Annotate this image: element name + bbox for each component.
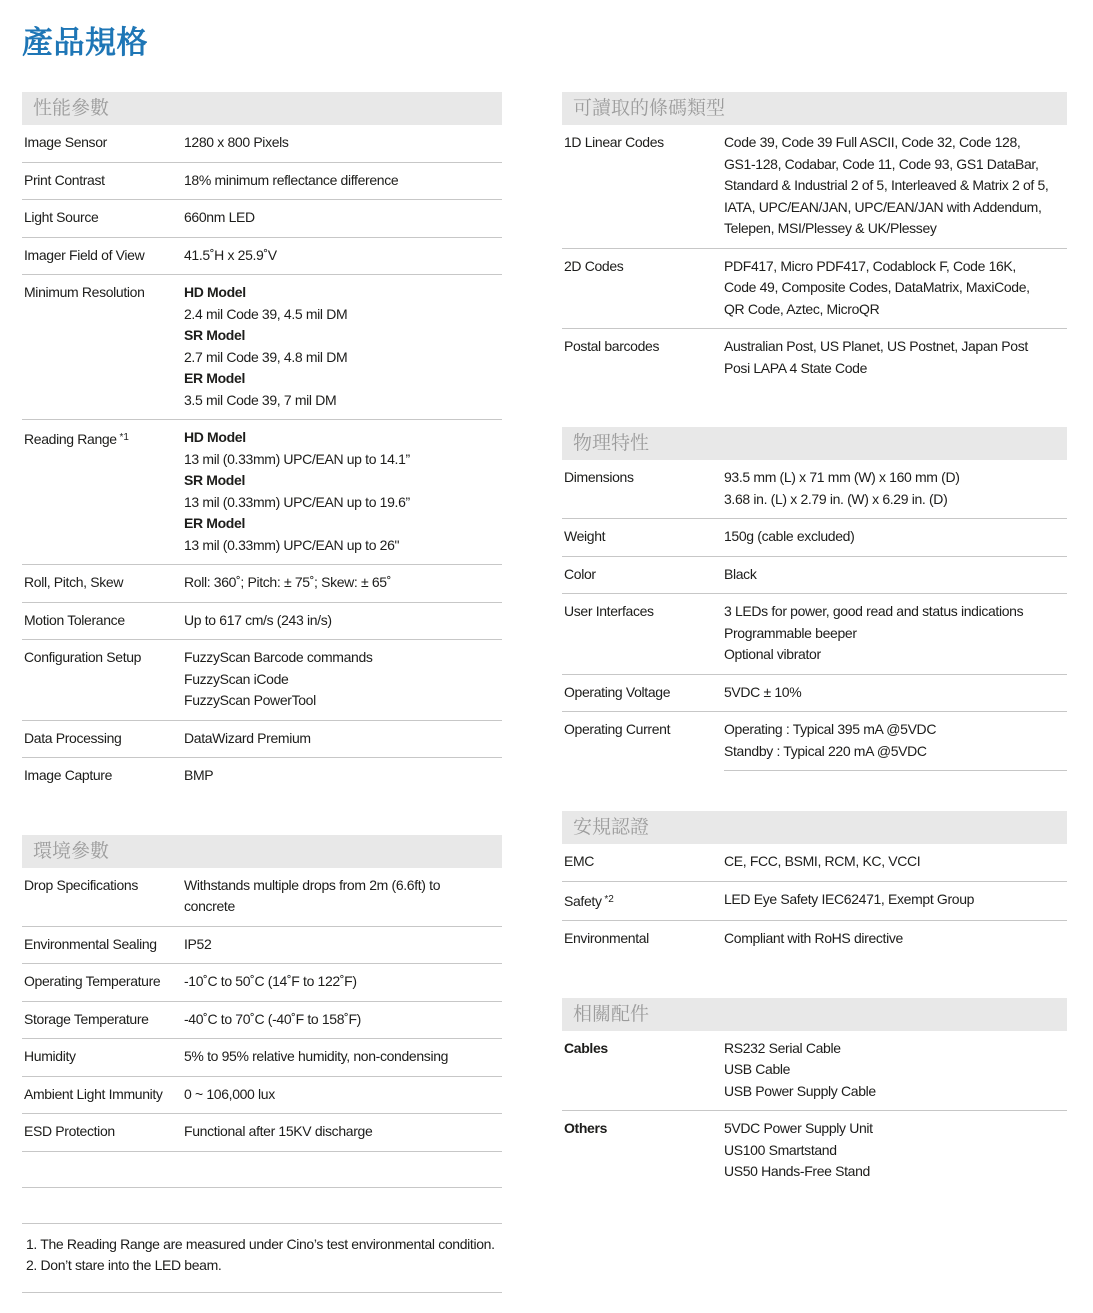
spec-value-line: Operating : Typical 395 mA @5VDC bbox=[724, 721, 937, 737]
spec-row-data-processing bbox=[22, 721, 502, 759]
columns-container bbox=[22, 92, 1067, 1293]
spec-row-light-source bbox=[22, 200, 502, 238]
spec-value-line: ER Model bbox=[184, 515, 245, 531]
spec-value-line: Black bbox=[724, 565, 757, 582]
section-header-environmental-parameters: 環境參數 bbox=[22, 835, 502, 868]
spec-label: Cables bbox=[564, 1039, 608, 1056]
spec-value-line: Telepen, MSI/Plessey & UK/Plessey bbox=[724, 220, 937, 236]
spec-value-line: 2.7 mil Code 39, 4.8 mil DM bbox=[184, 348, 348, 365]
spec-value-line: Code 39, Code 39 Full ASCII, Code 32, Code 128, bbox=[724, 134, 1021, 150]
section-physical-characteristics bbox=[562, 427, 1067, 771]
spec-value bbox=[724, 675, 1067, 712]
spec-label: Color bbox=[564, 565, 596, 582]
spec-row-operating-current bbox=[562, 712, 1067, 771]
spec-value-line: 150g (cable excluded) bbox=[724, 528, 855, 544]
spec-value bbox=[724, 125, 1067, 248]
spec-value-line: 3.5 mil Code 39, 7 mil DM bbox=[184, 391, 337, 408]
section-related-accessories bbox=[562, 998, 1067, 1191]
spec-label: Environmental bbox=[564, 930, 649, 946]
spec-label: Imager Field of View bbox=[24, 246, 145, 263]
spec-label: 1D Linear Codes bbox=[564, 134, 664, 150]
spec-value bbox=[184, 868, 502, 926]
spec-row-user-interfaces bbox=[562, 594, 1067, 675]
spec-row-others bbox=[562, 1111, 1067, 1191]
spec-label: Storage Temperature bbox=[24, 1010, 149, 1027]
spec-value-line: 5VDC Power Supply Unit bbox=[724, 1120, 873, 1136]
spec-value-line: HD Model bbox=[184, 284, 246, 300]
spec-label: Drop Specifications bbox=[24, 876, 138, 893]
left-column-sections bbox=[22, 92, 502, 1224]
spec-label: Light Source bbox=[24, 209, 99, 225]
spec-label: Postal barcodes bbox=[564, 338, 660, 354]
right-column-sections bbox=[562, 92, 1067, 1191]
left-column bbox=[22, 92, 502, 1293]
spec-value-line: Standard & Industrial 2 of 5, Interleaved & Matrix 2 of 5, bbox=[724, 177, 1049, 193]
spec-value-line: 13 mil (0.33mm) UPC/EAN up to 19.6” bbox=[184, 493, 410, 510]
spec-value bbox=[724, 1111, 1067, 1191]
spec-value bbox=[724, 460, 1067, 518]
page-title: 產品規格 bbox=[22, 25, 148, 60]
right-column bbox=[562, 92, 1067, 1191]
spec-value bbox=[724, 249, 1067, 329]
spec-label: EMC bbox=[564, 853, 595, 869]
spec-label: Roll, Pitch, Skew bbox=[24, 574, 124, 590]
spec-value-line: SR Model bbox=[184, 327, 245, 343]
spec-label: Ambient Light Immunity bbox=[24, 1085, 163, 1102]
spec-row-safety bbox=[562, 882, 1067, 922]
spec-value bbox=[724, 882, 1067, 921]
spec-value bbox=[184, 1002, 502, 1039]
spec-value bbox=[184, 200, 502, 237]
spec-value-line: -40˚C to 70˚C (-40˚F to 158˚F) bbox=[184, 1010, 361, 1027]
spec-row-humidity bbox=[22, 1039, 502, 1077]
spec-value bbox=[184, 1114, 502, 1151]
spec-value-line: USB Cable bbox=[724, 1061, 791, 1077]
spec-value-line: 3 LEDs for power, good read and status indications bbox=[724, 603, 1024, 619]
spec-label: Reading Range $^{*1}$ bbox=[24, 431, 129, 447]
spec-value bbox=[724, 557, 1067, 594]
spec-value-line: 3.68 in. (L) x 2.79 in. (W) x 6.29 in. (D) bbox=[724, 490, 948, 507]
spec-row-environmental bbox=[562, 921, 1067, 958]
section-header-readable-barcode-types: 可讀取的條碼類型 bbox=[562, 92, 1067, 125]
spec-value-line: Programmable beeper bbox=[724, 624, 857, 641]
spec-row-image-capture bbox=[22, 758, 502, 795]
spec-value-line: Standby : Typical 220 mA @5VDC bbox=[724, 742, 927, 759]
spec-value-line: GS1-128, Codabar, Code 11, Code 93, GS1 DataBar, bbox=[724, 155, 1039, 172]
spec-value-line: Roll: 360˚; Pitch: ± 75˚; Skew: ± 65˚ bbox=[184, 574, 392, 590]
spec-value-line: 5VDC ± 10% bbox=[724, 683, 802, 700]
section-performance-parameters bbox=[22, 92, 502, 795]
spec-row-color bbox=[562, 557, 1067, 595]
spec-label: User Interfaces bbox=[564, 603, 654, 619]
section-environmental-parameters bbox=[22, 835, 502, 1224]
empty-row bbox=[22, 1188, 502, 1224]
spec-value bbox=[184, 927, 502, 964]
spec-row-cables bbox=[562, 1031, 1067, 1112]
section-header-physical-characteristics: 物理特性 bbox=[562, 427, 1067, 460]
spec-label: Operating Voltage bbox=[564, 683, 671, 700]
spec-row-print-contrast bbox=[22, 163, 502, 201]
spec-label: Configuration Setup bbox=[24, 649, 142, 665]
spec-row-image-sensor bbox=[22, 125, 502, 163]
section-readable-barcode-types bbox=[562, 92, 1067, 387]
spec-value bbox=[724, 712, 1067, 771]
spec-label: Operating Current bbox=[564, 721, 671, 737]
spec-value bbox=[184, 758, 502, 795]
spec-label: Safety $^{*2}$ bbox=[564, 892, 614, 909]
spec-value bbox=[724, 329, 1067, 387]
spec-row-motion-tolerance bbox=[22, 603, 502, 641]
spec-row-1d-linear-codes bbox=[562, 125, 1067, 249]
spec-value-line: QR Code, Aztec, MicroQR bbox=[724, 300, 880, 317]
spec-value bbox=[724, 844, 1067, 881]
spec-value bbox=[184, 964, 502, 1001]
empty-row bbox=[22, 1152, 502, 1188]
spec-row-dimensions bbox=[562, 460, 1067, 519]
spec-value bbox=[184, 565, 502, 602]
spec-row-configuration-setup bbox=[22, 640, 502, 721]
footnote-line: 1. The Reading Range are measured under Cino’s test environmental condition. bbox=[26, 1235, 495, 1252]
spec-value bbox=[184, 721, 502, 758]
section-header-related-accessories: 相關配件 bbox=[562, 998, 1067, 1031]
spec-value bbox=[184, 1039, 502, 1076]
spec-value-line: CE, FCC, BSMI, RCM, KC, VCCI bbox=[724, 853, 921, 869]
spec-value-line: 41.5˚H x 25.9˚V bbox=[184, 246, 277, 263]
spec-value-line: IP52 bbox=[184, 935, 212, 952]
spec-label: Minimum Resolution bbox=[24, 284, 145, 300]
footnote-marker: *1 bbox=[116, 432, 129, 443]
spec-row-esd-protection bbox=[22, 1114, 502, 1152]
spec-row-minimum-resolution bbox=[22, 275, 502, 420]
spec-value-line: concrete bbox=[184, 898, 235, 914]
spec-value bbox=[184, 163, 502, 200]
section-header-regulatory-approvals: 安規認證 bbox=[562, 811, 1067, 844]
spec-value bbox=[184, 1077, 502, 1114]
spec-value bbox=[724, 1031, 1067, 1111]
spec-value bbox=[184, 640, 502, 720]
spec-value-line: LED Eye Safety IEC62471, Exempt Group bbox=[724, 890, 975, 907]
spec-value-line: ER Model bbox=[184, 370, 245, 386]
spec-value bbox=[184, 238, 502, 275]
spec-value-line: RS232 Serial Cable bbox=[724, 1039, 841, 1056]
spec-value-line: 660nm LED bbox=[184, 209, 255, 225]
spec-row-operating-voltage bbox=[562, 675, 1067, 713]
spec-value-line: DataWizard Premium bbox=[184, 729, 311, 746]
spec-row-ambient-light-immunity bbox=[22, 1077, 502, 1115]
spec-value-line: 18% minimum reflectance difference bbox=[184, 171, 399, 188]
spec-value-line: 5% to 95% relative humidity, non-condensing bbox=[184, 1048, 449, 1064]
spec-value-line: 93.5 mm (L) x 71 mm (W) x 160 mm (D) bbox=[724, 469, 960, 485]
spec-label: Motion Tolerance bbox=[24, 611, 125, 628]
spec-value bbox=[724, 921, 1067, 958]
footnote-line: 2. Don’t stare into the LED beam. bbox=[26, 1257, 222, 1273]
spec-label: Weight bbox=[564, 528, 606, 544]
spec-row-postal-barcodes bbox=[562, 329, 1067, 387]
spec-label: 2D Codes bbox=[564, 257, 624, 274]
spec-value-line: -10˚C to 50˚C (14˚F to 122˚F) bbox=[184, 973, 357, 989]
spec-value-line: SR Model bbox=[184, 472, 245, 488]
spec-row-reading-range bbox=[22, 420, 502, 565]
spec-label: ESD Protection bbox=[24, 1123, 115, 1139]
spec-value-line: FuzzyScan PowerTool bbox=[184, 692, 316, 708]
spec-value-line: BMP bbox=[184, 767, 214, 783]
spec-row-emc bbox=[562, 844, 1067, 882]
spec-value-line: IATA, UPC/EAN/JAN, UPC/EAN/JAN with Addendum, bbox=[724, 198, 1042, 215]
spec-label: Environmental Sealing bbox=[24, 935, 157, 952]
spec-value-line: US100 Smartstand bbox=[724, 1141, 837, 1158]
spec-value-line: FuzzyScan iCode bbox=[184, 670, 289, 687]
spec-value-line: Code 49, Composite Codes, DataMatrix, MaxiCode, bbox=[724, 279, 1030, 295]
spec-label: Print Contrast bbox=[24, 171, 105, 188]
spec-row-storage-temperature bbox=[22, 1002, 502, 1040]
spec-value-line: Australian Post, US Planet, US Postnet, Japan Post bbox=[724, 338, 1028, 354]
spec-value bbox=[724, 594, 1067, 674]
spec-value-line: FuzzyScan Barcode commands bbox=[184, 649, 373, 665]
spec-row-roll-pitch-skew bbox=[22, 565, 502, 603]
spec-value-line: Functional after 15KV discharge bbox=[184, 1123, 373, 1139]
spec-label: Image Sensor bbox=[24, 134, 107, 150]
spec-value bbox=[184, 125, 502, 162]
spec-value-line: PDF417, Micro PDF417, Codablock F, Code 16K, bbox=[724, 257, 1016, 274]
spec-row-2d-codes bbox=[562, 249, 1067, 330]
spec-value-line: Posi LAPA 4 State Code bbox=[724, 359, 868, 376]
spec-value bbox=[724, 519, 1067, 556]
spec-value bbox=[184, 275, 502, 419]
spec-value-line: US50 Hands-Free Stand bbox=[724, 1163, 870, 1179]
spec-label: Data Processing bbox=[24, 729, 122, 746]
spec-value-line: 0 ~ 106,000 lux bbox=[184, 1085, 275, 1102]
section-header-performance-parameters: 性能參數 bbox=[22, 92, 502, 125]
spec-value-line: 2.4 mil Code 39, 4.5 mil DM bbox=[184, 305, 348, 322]
spec-label: Operating Temperature bbox=[24, 973, 161, 989]
spec-value-line: Compliant with RoHS directive bbox=[724, 930, 903, 946]
spec-row-drop-specifications bbox=[22, 868, 502, 927]
section-regulatory-approvals bbox=[562, 811, 1067, 958]
footnote-marker: *2 bbox=[601, 893, 614, 905]
footnotes bbox=[22, 1224, 502, 1293]
spec-label: Humidity bbox=[24, 1048, 76, 1064]
spec-row-operating-temperature bbox=[22, 964, 502, 1002]
spec-value-line: Optional vibrator bbox=[724, 646, 821, 662]
spec-row-environmental-sealing bbox=[22, 927, 502, 965]
spec-value-line: Up to 617 cm/s (243 in/s) bbox=[184, 611, 332, 628]
spec-value-line: 13 mil (0.33mm) UPC/EAN up to 14.1” bbox=[184, 450, 410, 467]
spec-label: Dimensions bbox=[564, 469, 634, 485]
spec-value-line: USB Power Supply Cable bbox=[724, 1082, 876, 1099]
spec-label: Image Capture bbox=[24, 767, 113, 783]
spec-value-line: 1280 x 800 Pixels bbox=[184, 134, 289, 150]
spec-value-line: 13 mil (0.33mm) UPC/EAN up to 26" bbox=[184, 536, 400, 553]
spec-value-line: Withstands multiple drops from 2m (6.6ft) to bbox=[184, 876, 441, 893]
spec-value-line: HD Model bbox=[184, 429, 246, 445]
spec-row-weight bbox=[562, 519, 1067, 557]
spec-label: Others bbox=[564, 1120, 608, 1136]
spec-value bbox=[184, 603, 502, 640]
spec-row-imager-field-of-view bbox=[22, 238, 502, 276]
spec-value bbox=[184, 420, 502, 564]
